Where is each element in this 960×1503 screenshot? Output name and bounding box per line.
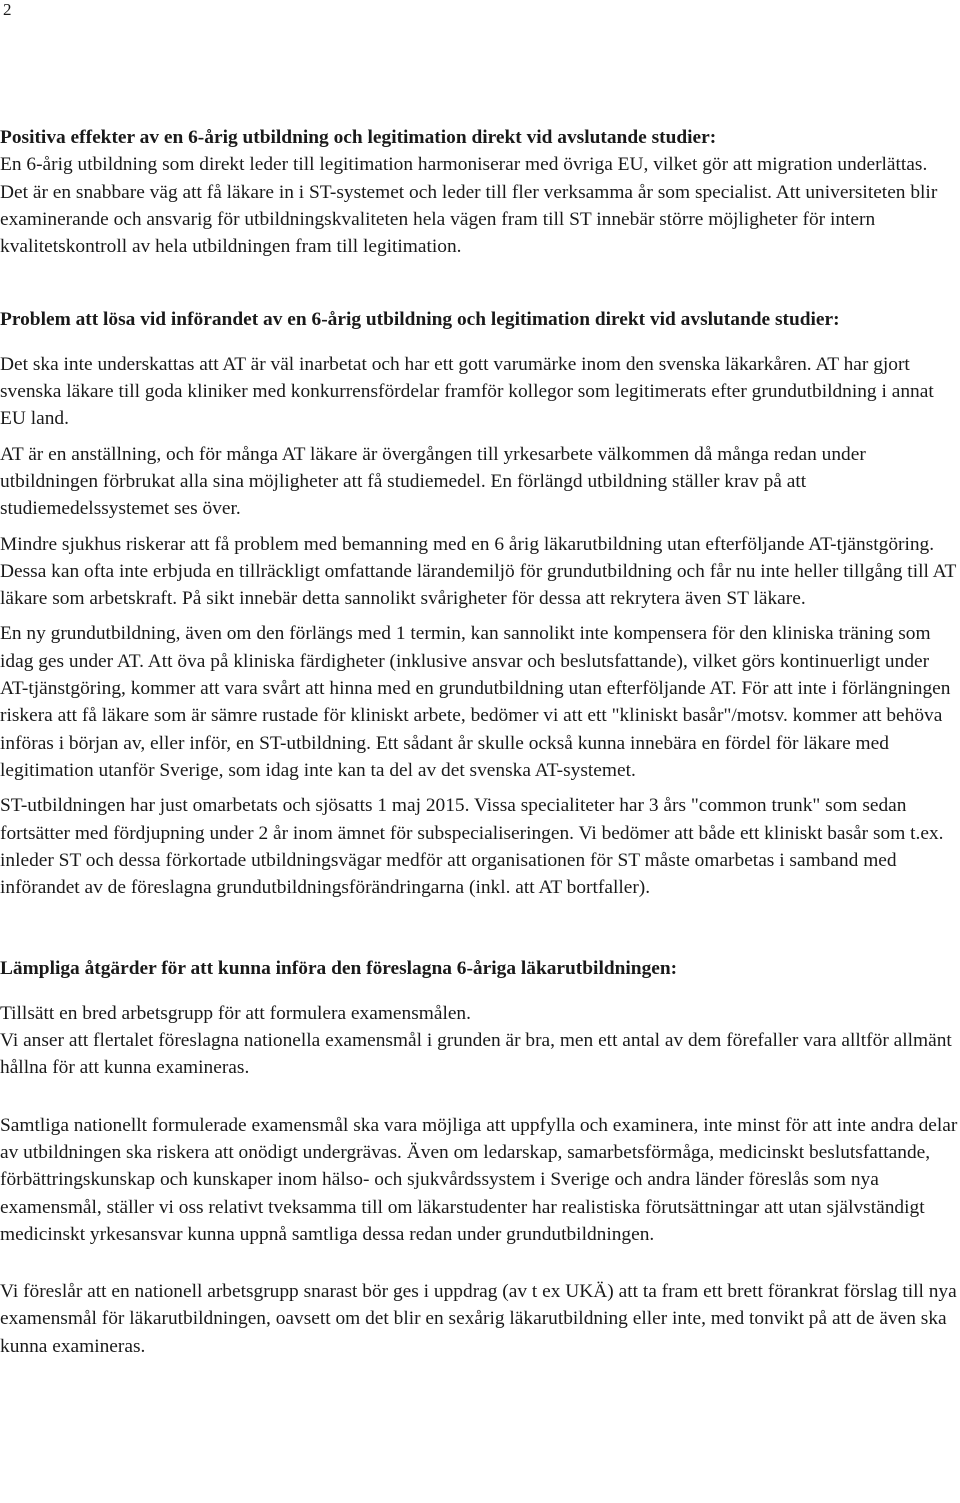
paragraph-measures-2: Samtliga nationellt formulerade examensmål ska vara möjliga att uppfylla och examinera, inte minst för att inte andra delar av utbildningen ska riskera att onödigt undergrävas. Även om ledarskap, samarbetsförmåga, medicinskt beslutsfattande, förbättringskunskap och kunskaper inom hälso- och sjukvårdssystem i Sverige och andra länder föreslås som nya examensmål, ställer vi oss relativt tveksamma till om läkarstudenter har realistiska förutsättningar att utan självständigt medicinskt yrkesansvar kunna uppnå samtliga dessa redan under grundutbildningen. [0, 1114, 958, 1245]
page-number: 2 [3, 0, 12, 19]
paragraph-problems-2: AT är en anställning, och för många AT läkare är övergången till yrkesarbete välkommen då många redan under utbildningen förbrukat alla sina möjligheter att få studiemedel. En förlängd utbildning ställer krav på att studiemedelssystemet ses över. [0, 443, 866, 520]
paragraph-measures-line2: Vi anser att flertalet föreslagna nationella examensmål i grunden är bra, men ett antal av dem förefaller vara alltför allmänt hållna för att kunna examineras. [0, 1030, 952, 1079]
paragraph-positive-effects: En 6-årig utbildning som direkt leder till legitimation harmoniserar med övriga EU, vilket gör att migration underlättas. Det är en snabbare väg att få läkare in i ST-systemet och leder till fler verksamma år som specialist. Att universiteten blir examinerande och ansvarig för utbildningskvaliteten hela vägen fram till ST innebär större möjligheter för intern kvalitetskontroll av hela utbildningen fram till legitimation. [0, 154, 938, 258]
paragraph-measures-line1: Tillsätt en bred arbetsgrupp för att formulera examensmålen. [0, 1002, 471, 1024]
paragraph-measures-3: Vi föreslår att en nationell arbetsgrupp snarast bör ges i uppdrag (av t ex UKÄ) att ta fram ett brett förankrat förslag till nya examensmål för läkarutbildningen, oavsett om det blir en sexårig läkarutbildning eller inte, med tonvikt på att de även ska kunna examineras. [0, 1281, 957, 1357]
paragraph-problems-4: En ny grundutbildning, även om den förlängs med 1 termin, kan sannolikt inte kompensera för den kliniska träning som idag ges under AT. Att öva på kliniska färdigheter (inklusive ansvar och beslutsfattande), vilket görs kontinuerligt under AT-tjänstgöring, kommer att vara svårt att hinna med en grundutbildning utan efterföljande AT. För att inte i förlängningen riskera att få läkare som är sämre rustade för kliniskt arbete, bedömer vi att ett "kliniskt basår"/motsv. kommer att behöva införas i början av, eller inför, en ST-utbildning. Ett sådant år skulle också kunna innebära en fördel för läkare med legitimation utanför Sverige, som idag inte kan ta del av det svenska AT-systemet. [0, 623, 951, 781]
paragraph-problems-1: Det ska inte underskattas att AT är väl inarbetat och har ett gott varumärke inom den svenska läkarkåren. AT har gjort svenska läkare till goda kliniker med konkurrensfördelar framför kollegor som legitimerats efter grundutbildning i annat EU land. [0, 353, 934, 430]
document-body [0, 124, 960, 1360]
paragraph-problems-5: ST-utbildningen har just omarbetats och sjösatts 1 maj 2015. Vissa specialiteter har 3 års "common trunk" som sedan fortsätter med fördjupning under 2 år inom ämnet för subspecialiseringen. Vi bedömer att både ett kliniskt basår som t.ex. inleder ST och dessa förkortade utbildningsvägar medför att organisationen för ST måste omarbetas i samband med införandet av de föreslagna grundutbildningsförändringarna (inkl. att AT bortfaller). [0, 795, 944, 899]
section-heading-positive-effects: Positiva effekter av en 6-årig utbildning och legitimation direkt vid avslutande studier: [0, 127, 717, 148]
section-heading-measures: Lämpliga åtgärder för att kunna införa den föreslagna 6-åriga läkarutbildningen: [0, 958, 678, 980]
paragraph-problems-3: Mindre sjukhus riskerar att få problem med bemanning med en 6 årig läkarutbildning utan efterföljande AT-tjänstgöring. Dessa kan ofta inte erbjuda en tillräckligt omfattande lärandemiljö för grundutbildning och får nu inte heller tillgång till AT läkare som arbetskraft. På sikt innebär detta sannolikt svårigheter för dessa att rekrytera även ST läkare. [0, 533, 956, 610]
section-heading-problems: Problem att lösa vid införandet av en 6-årig utbildning och legitimation direkt vid avslutande studier: [0, 309, 840, 331]
